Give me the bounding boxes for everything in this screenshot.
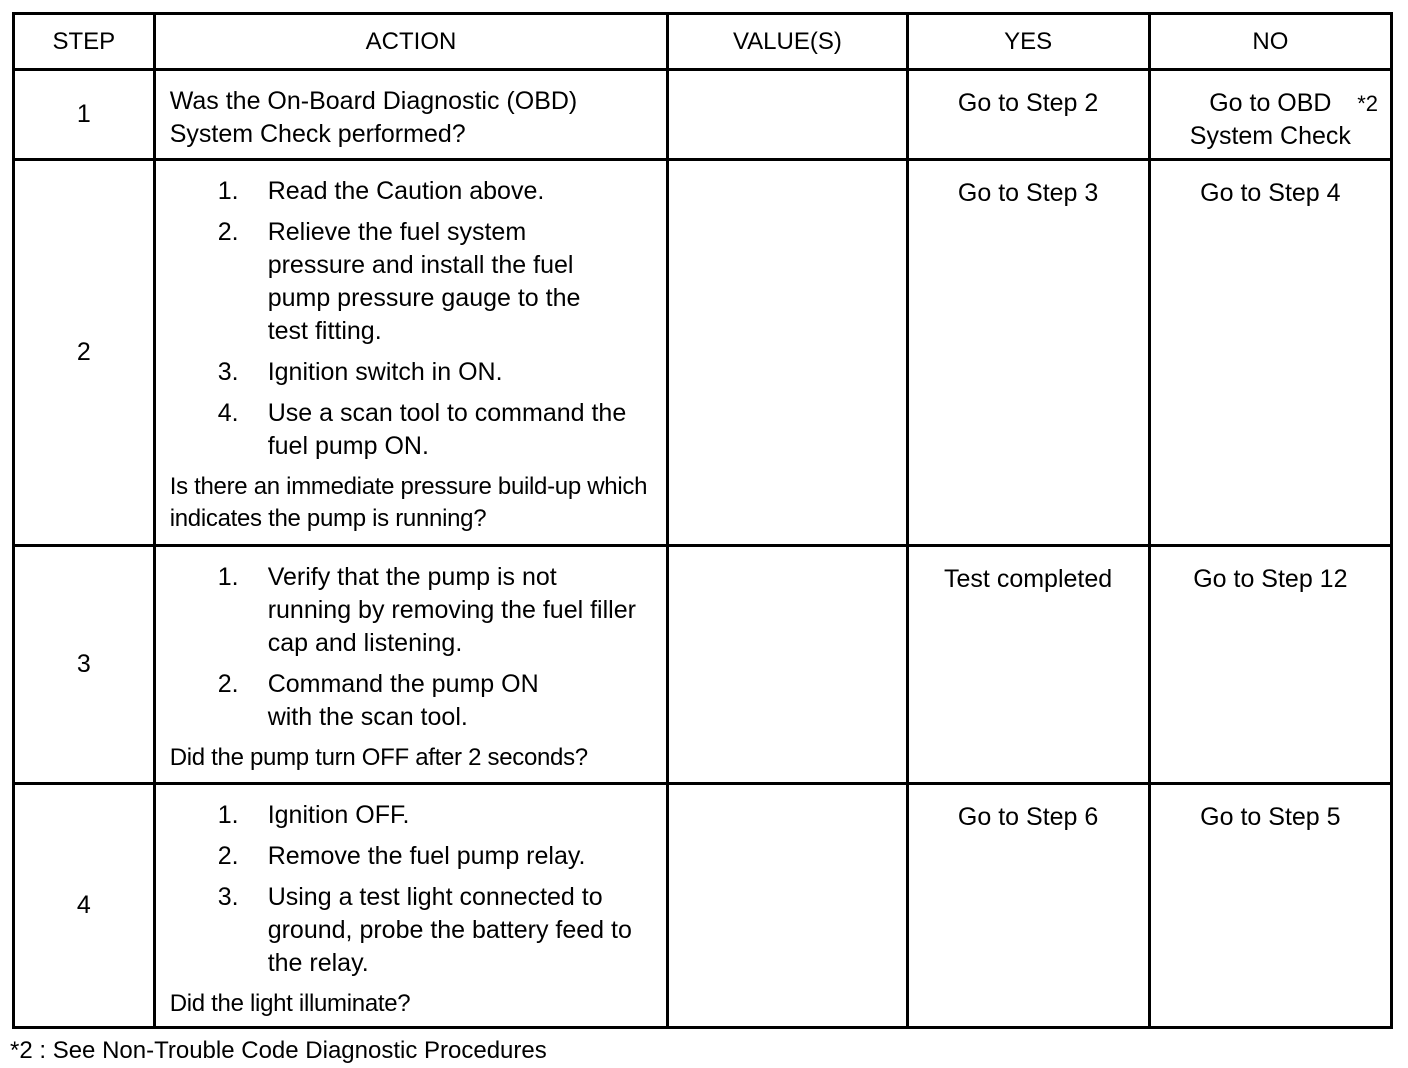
- action-question: Did the pump turn OFF after 2 seconds?: [169, 744, 588, 771]
- step-item-text: Relieve the fuel system pressure and install the fuel pump pressure gauge to the test fitting.: [267, 218, 581, 345]
- value-cell: [668, 70, 907, 160]
- header-values: VALUE(S): [668, 14, 907, 70]
- header-step: STEP: [14, 14, 155, 70]
- diagnostic-table: [12, 12, 1393, 1029]
- action-step-item: [218, 668, 661, 734]
- action-cell: [154, 70, 668, 160]
- step-item-number: 4.: [217, 399, 239, 427]
- no-text: Go to Step 5: [1200, 803, 1341, 831]
- action-cell: [154, 784, 668, 1028]
- step-item-text: Ignition OFF.: [267, 801, 410, 829]
- action-step-item: [218, 799, 661, 832]
- action-steps: [170, 175, 661, 463]
- step-number: 1: [14, 70, 155, 160]
- no-text-wrap: [1151, 87, 1390, 153]
- action-step-item: [218, 175, 661, 208]
- step-item-text: Remove the fuel pump relay.: [267, 842, 586, 870]
- header-yes: YES: [907, 14, 1149, 70]
- no-text: Go to OBD System Check: [1189, 89, 1351, 150]
- action-cell: [154, 160, 668, 546]
- step-item-number: 1.: [217, 177, 239, 205]
- step-number: 4: [14, 784, 155, 1028]
- value-cell: [668, 546, 907, 784]
- step-item-number: 1.: [217, 563, 239, 591]
- no-cell: [1149, 70, 1391, 160]
- yes-cell: [907, 546, 1149, 784]
- yes-text: Go to Step 6: [957, 803, 1099, 831]
- yes-cell: [907, 70, 1149, 160]
- action-steps: [170, 799, 661, 980]
- footnote: *2 : See Non-Trouble Code Diagnostic Procedures: [10, 1037, 547, 1064]
- action-step-item: [218, 397, 661, 463]
- action-step-item: [218, 356, 661, 389]
- step-item-text: Read the Caution above.: [267, 177, 545, 205]
- value-cell: [668, 784, 907, 1028]
- footnote-marker: *2: [1357, 91, 1378, 116]
- no-cell: [1149, 784, 1391, 1028]
- yes-text: Go to Step 2: [957, 89, 1099, 117]
- step-number: 2: [14, 160, 155, 546]
- step-item-number: 2.: [217, 218, 239, 246]
- yes-cell: [907, 784, 1149, 1028]
- action-steps: [170, 561, 661, 734]
- step-item-text: Command the pump ON with the scan tool.: [267, 670, 539, 731]
- step-number: 3: [14, 546, 155, 784]
- table-row: [14, 546, 1392, 784]
- action-step-item: [218, 881, 661, 980]
- table-row: [14, 784, 1392, 1028]
- step-item-text: Use a scan tool to command the fuel pump ON.: [267, 399, 627, 460]
- action-step-item: [218, 840, 661, 873]
- yes-cell: [907, 160, 1149, 546]
- table-row: [14, 70, 1392, 160]
- action-step-item: [218, 561, 661, 660]
- header-action: ACTION: [154, 14, 668, 70]
- no-text: Go to Step 12: [1193, 565, 1348, 593]
- step-item-number: 2.: [217, 670, 239, 698]
- step-item-number: 3.: [217, 358, 239, 386]
- step-item-text: Verify that the pump is not running by removing the fuel filler cap and listening.: [267, 563, 636, 657]
- no-cell: [1149, 160, 1391, 546]
- step-item-text: Using a test light connected to ground, probe the battery feed to the relay.: [267, 883, 632, 977]
- step-item-number: 3.: [217, 883, 239, 911]
- action-cell: [154, 546, 668, 784]
- step-item-number: 1.: [217, 801, 239, 829]
- header-no: NO: [1149, 14, 1391, 70]
- yes-text: Test completed: [944, 565, 1113, 593]
- no-cell: [1149, 546, 1391, 784]
- step-item-number: 2.: [217, 842, 239, 870]
- step-item-text: Ignition switch in ON.: [267, 358, 503, 386]
- value-cell: [668, 160, 907, 546]
- action-question: Did the light illuminate?: [169, 990, 411, 1017]
- header-row: [14, 14, 1392, 70]
- yes-text: Go to Step 3: [957, 179, 1099, 207]
- action-step-item: [218, 216, 661, 348]
- action-text: Was the On-Board Diagnostic (OBD) System Check performed?: [169, 87, 578, 148]
- no-text: Go to Step 4: [1200, 179, 1341, 207]
- action-question: Is there an immediate pressure build-up which indicates the pump is running?: [169, 473, 648, 532]
- table-row: [14, 160, 1392, 546]
